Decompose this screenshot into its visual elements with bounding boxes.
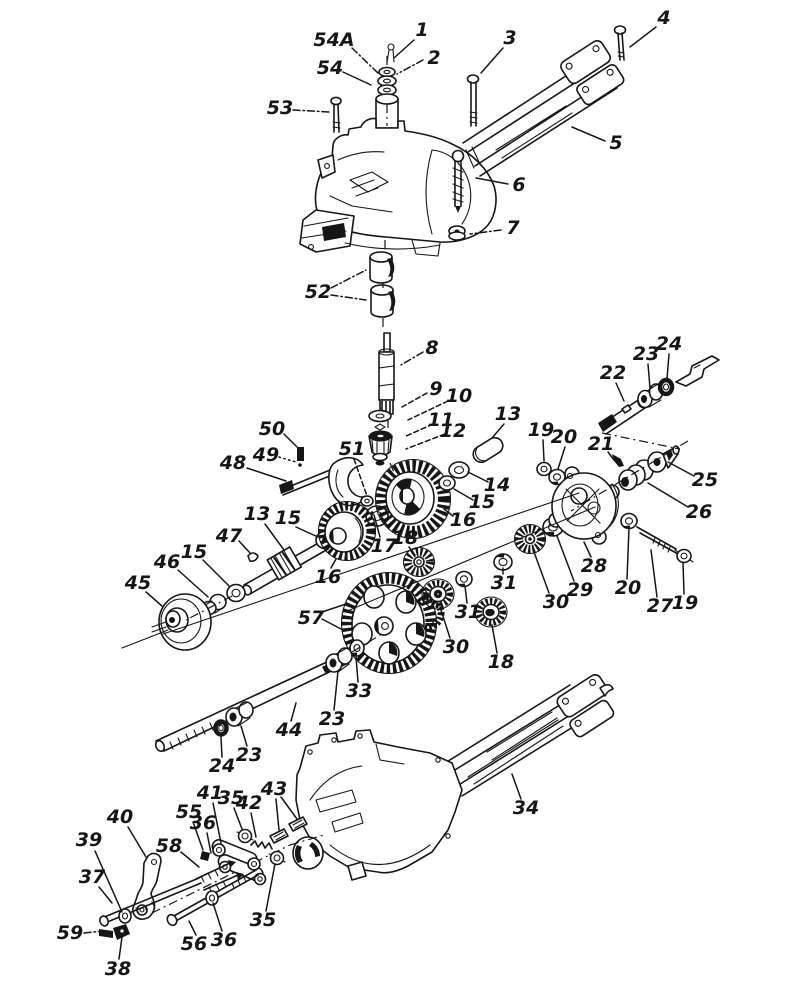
leader-line [397,60,423,74]
leader-line [276,799,279,830]
callout-label-50: 50 [258,418,286,440]
leader-line [440,607,450,638]
leader-line [402,393,427,407]
leader-line [322,619,343,630]
callout-label-54A: 54A [313,29,355,51]
callout-label-22: 22 [599,362,627,384]
callout-label-16: 16 [449,509,477,531]
leader-line [512,774,521,799]
callout-label-44: 44 [275,719,303,741]
leader-line [178,570,208,597]
callout-label-25: 25 [691,469,719,491]
callout-label-4: 4 [657,7,671,29]
cone-25 [648,446,679,472]
callout-label-37: 37 [78,866,106,888]
fork-48 [279,458,365,506]
gear-30-upper [422,579,454,609]
callout-label-1: 1 [415,19,429,41]
callout-label-10: 10 [445,385,473,407]
callout-label-24: 24 [655,333,683,355]
leader-line [99,887,112,903]
leader-line [492,625,497,653]
callout-label-19: 19 [671,592,699,614]
pin-50 [297,447,304,461]
callout-label-51: 51 [338,438,366,460]
callout-label-49: 49 [252,444,280,466]
ring-24-lower [216,722,227,735]
callout-label-15: 15 [180,541,208,563]
bearing-boss [293,837,323,869]
callout-label-30: 30 [442,636,470,658]
callout-label-9: 9 [429,378,443,400]
washer-31-left [456,572,472,588]
callout-label-14: 14 [483,474,511,496]
leader-line [343,72,371,85]
callout-label-36: 36 [210,929,238,951]
leader-line [221,737,222,757]
callout-label-2: 2 [427,47,441,69]
washer-15-left [227,585,245,602]
callout-label-18: 18 [487,651,515,673]
callout-label-41: 41 [196,782,224,804]
callout-label-36: 36 [189,812,217,834]
brake-bracket [676,356,719,386]
leader-line [630,27,656,47]
callout-label-19: 19 [527,419,555,441]
leader-line [616,383,624,401]
washer-9 [369,411,391,422]
disc-45 [152,594,211,650]
callout-label-8: 8 [425,337,439,359]
callout-label-35: 35 [217,787,245,809]
pin-49 [298,463,302,467]
input-shaft-parts [369,252,395,466]
nut-35-lower [269,852,285,865]
callout-label-43: 43 [260,778,288,800]
bushing-23-right [326,648,352,672]
leader-line [572,127,605,141]
bearing-14 [449,462,469,478]
leader-line [352,48,379,74]
leader-line [558,447,565,469]
leader-line [651,550,657,597]
callout-label-40: 40 [106,806,134,828]
callout-label-6: 6 [512,174,526,196]
washer-36-lower [206,891,218,905]
callout-label-24: 24 [208,755,236,777]
callout-label-53: 53 [266,97,294,119]
callout-label-13: 13 [243,503,271,525]
callout-label-15: 15 [468,491,496,513]
callout-label-23: 23 [632,343,660,365]
callout-label-20: 20 [550,426,578,448]
callout-label-17: 17 [370,535,398,557]
bevel-pinion [369,424,392,466]
spacer-13 [470,435,506,466]
shaft-8 [379,333,394,414]
callout-label-26: 26 [685,501,713,523]
leader-line [293,110,330,112]
callout-label-29: 29 [566,579,594,601]
leader-line [207,833,211,853]
bushing-52-upper [370,252,394,283]
bottom-tab [348,862,366,880]
leader-line [281,797,297,819]
bushing-52-lower [371,285,395,317]
lower-axle-tube [445,672,615,796]
callout-label-38: 38 [104,958,132,980]
gear-16-left [319,502,376,561]
callout-label-23: 23 [235,744,263,766]
axle-tube [463,38,626,176]
leader-line [543,440,544,461]
callout-label-5: 5 [609,132,623,154]
collar-51 [361,496,373,506]
differential-cluster [537,356,719,563]
callout-label-33: 33 [345,680,373,702]
callout-label-16: 16 [314,566,342,588]
callout-label-18: 18 [391,527,419,549]
callout-label-47: 47 [215,525,243,547]
nut-7 [449,226,465,240]
leader-line [213,903,222,931]
callout-label-45: 45 [124,572,152,594]
case-bottom-flange [345,240,440,256]
leader-line [401,352,423,365]
leader-line [241,726,247,746]
spring-42 [251,841,272,849]
callout-label-46: 46 [153,551,181,573]
leader-line [394,40,414,58]
callout-label-28: 28 [580,555,608,577]
leader-line [481,48,503,73]
hub-pointer-line [122,630,168,648]
bolt-4 [615,26,626,60]
leader-line [534,552,549,593]
left-axle-stub [300,210,354,252]
leader-line [181,852,199,867]
callout-label-7: 7 [506,217,520,239]
callout-label-13: 13 [494,403,522,425]
callout-label-20: 20 [614,577,642,599]
leader-line [668,462,694,476]
leader-line [627,528,629,579]
leader-line [119,937,122,959]
leader-line [648,483,688,507]
callout-label-31: 31 [454,601,482,623]
leader-line [128,827,146,857]
callout-label-54: 54 [316,57,344,79]
leader-line [247,468,286,481]
leader-line [331,295,366,300]
callout-label-30: 30 [542,591,570,613]
bushing-23-mid [226,702,253,726]
callout-label-55: 55 [175,801,203,823]
callout-label-52: 52 [304,281,332,303]
callout-label-42: 42 [235,792,263,814]
bolt-3 [468,75,479,126]
callout-label-56: 56 [180,933,208,955]
leader-line [279,457,296,462]
axle-bolt-27 [621,514,693,563]
washer-15-right [439,476,455,490]
callout-label-27: 27 [646,595,674,617]
callout-label-11: 11 [427,409,455,431]
callout-label-39: 39 [75,829,103,851]
callout-label-48: 48 [219,452,247,474]
leader-line [203,560,229,586]
callout-label-12: 12 [439,420,467,442]
callout-label-35: 35 [249,909,277,931]
callout-label-21: 21 [587,433,615,455]
callout-label-23: 23 [318,708,346,730]
leader-line [334,671,338,710]
callout-label-31: 31 [490,572,518,594]
leader-line [284,434,297,447]
washer-stack [378,68,396,96]
nut-35-upper [237,830,253,843]
callout-label-59: 59 [56,922,84,944]
leader-line [492,424,504,438]
leader-line [146,592,162,606]
leader-line [331,270,366,288]
key-47 [248,553,258,561]
gear-18-upper [404,548,435,577]
washer-19-upper [537,463,551,476]
callout-label-34: 34 [512,797,540,819]
callout-label-58: 58 [155,835,183,857]
bolt-53 [331,97,341,132]
washer-33 [350,640,364,656]
callout-label-57: 57 [297,607,325,629]
leader-line [266,864,275,911]
leader-line [648,364,650,388]
cotter-pin [387,44,394,62]
lower-gearcase-assembly [293,672,615,880]
leader-line [557,536,574,581]
rod-58 [204,872,244,893]
ring-24-upper [660,380,672,394]
callout-label-3: 3 [503,27,517,49]
callout-label-15: 15 [274,507,302,529]
leader-line [683,562,684,594]
upper-gearcase-assembly [300,26,626,256]
leader-line [667,354,669,379]
